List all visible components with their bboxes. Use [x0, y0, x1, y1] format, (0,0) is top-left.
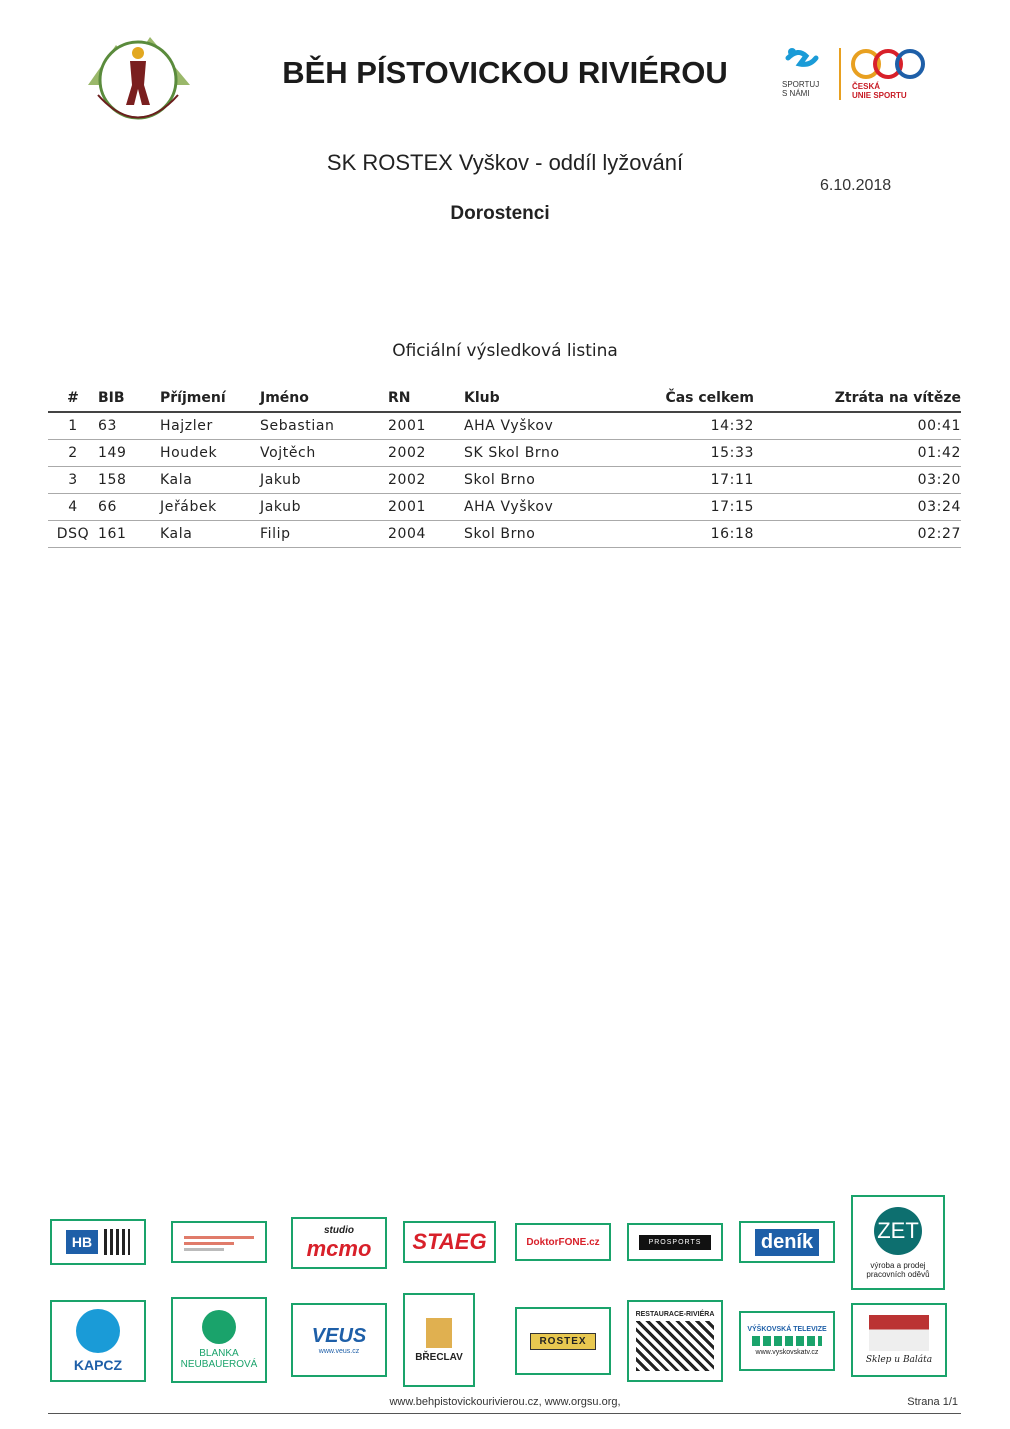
row-time: 14:32 [614, 412, 754, 440]
row-loss: 03:20 [754, 467, 961, 494]
category-title: Dorostenci [450, 203, 550, 224]
sponsor-studio-mcmo: studio mcmo [291, 1217, 387, 1269]
col-position: # [48, 386, 98, 412]
col-bib: BIB [98, 386, 160, 412]
row-year: 2002 [388, 467, 464, 494]
sponsor-veus: VEUS www.veus.cz [291, 1303, 387, 1377]
sponsor-sklep-u-balata: Sklep u Baláta [851, 1303, 947, 1377]
row-surname: Jeřábek [160, 494, 260, 521]
row-bib: 149 [98, 440, 160, 467]
sponsor-restaurace-riviera: RESTAURACE-RIVIÉRA [627, 1300, 723, 1382]
row-surname: Houdek [160, 440, 260, 467]
row-loss: 02:27 [754, 521, 961, 548]
footer-page-number: Strana 1/1 [907, 1396, 958, 1408]
sponsor-denik: deník [739, 1221, 835, 1263]
table-row [48, 412, 961, 440]
row-time: 16:18 [614, 521, 754, 548]
sponsor-kapcz: KAPCZ [50, 1300, 146, 1382]
sponsor-neubauerova: BLANKA NEUBAUEROVÁ [171, 1297, 267, 1383]
row-time: 17:11 [614, 467, 754, 494]
row-surname: Kala [160, 521, 260, 548]
row-name: Filip [260, 521, 388, 548]
row-bib: 66 [98, 494, 160, 521]
footer-url: www.behpistovickourivierou.cz, www.orgsu.org, [389, 1396, 621, 1408]
col-name: Jméno [260, 386, 388, 412]
row-bib: 63 [98, 412, 160, 440]
row-year: 2001 [388, 412, 464, 440]
sponsor-prosports: PROSPORTS [627, 1223, 723, 1261]
results-table [48, 386, 961, 548]
row-position: 2 [48, 440, 98, 467]
row-bib: 158 [98, 467, 160, 494]
cus-logo [780, 44, 940, 104]
sponsor-staeg: STAEG [403, 1221, 496, 1263]
results-title: Oficiální výsledková listina [392, 341, 618, 361]
sponsor-small-text [171, 1221, 267, 1263]
row-surname: Hajzler [160, 412, 260, 440]
row-club: Skol Brno [464, 521, 614, 548]
table-row [48, 440, 961, 467]
row-name: Jakub [260, 467, 388, 494]
page-title: BĚH PÍSTOVICKOU RIVIÉROU [282, 55, 728, 90]
table-row [48, 467, 961, 494]
table-row [48, 521, 961, 548]
row-year: 2002 [388, 440, 464, 467]
cus-text: ČESKÁ UNIE SPORTU [852, 82, 907, 100]
row-loss: 01:42 [754, 440, 961, 467]
col-club: Klub [464, 386, 614, 412]
row-year: 2004 [388, 521, 464, 548]
row-time: 17:15 [614, 494, 754, 521]
row-name: Sebastian [260, 412, 388, 440]
organizer: SK ROSTEX Vyškov - oddíl lyžování [326, 150, 684, 175]
sponsor-doktorfone: DoktorFONE.cz [515, 1223, 611, 1261]
footer-divider [48, 1413, 961, 1414]
sponsor-breclav: BŘECLAV [403, 1293, 475, 1387]
sponsor-rostex: ROSTEX [515, 1307, 611, 1375]
row-club: AHA Vyškov [464, 494, 614, 521]
row-name: Jakub [260, 494, 388, 521]
row-surname: Kala [160, 467, 260, 494]
row-name: Vojtěch [260, 440, 388, 467]
table-header-row [48, 386, 961, 412]
row-year: 2001 [388, 494, 464, 521]
row-position: 3 [48, 467, 98, 494]
row-club: AHA Vyškov [464, 412, 614, 440]
row-position: DSQ [48, 521, 98, 548]
sponsor-zet: ZET výroba a prodej pracovních oděvů [851, 1195, 945, 1290]
col-loss: Ztráta na vítěze [754, 386, 961, 412]
sportuj-text: SPORTUJ S NÁMI [782, 80, 820, 98]
col-year: RN [388, 386, 464, 412]
row-loss: 00:41 [754, 412, 961, 440]
race-date: 6.10.2018 [820, 177, 892, 194]
sponsor-hbook: HB [50, 1219, 146, 1265]
row-bib: 161 [98, 521, 160, 548]
row-loss: 03:24 [754, 494, 961, 521]
row-position: 1 [48, 412, 98, 440]
row-position: 4 [48, 494, 98, 521]
table-row [48, 494, 961, 521]
row-time: 15:33 [614, 440, 754, 467]
row-club: SK Skol Brno [464, 440, 614, 467]
row-club: Skol Brno [464, 467, 614, 494]
sponsor-vyskovska-tv: VÝŠKOVSKÁ TELEVIZE www.vyskovskatv.cz [739, 1311, 835, 1371]
col-surname: Příjmení [160, 386, 260, 412]
col-time: Čas celkem [614, 386, 754, 412]
